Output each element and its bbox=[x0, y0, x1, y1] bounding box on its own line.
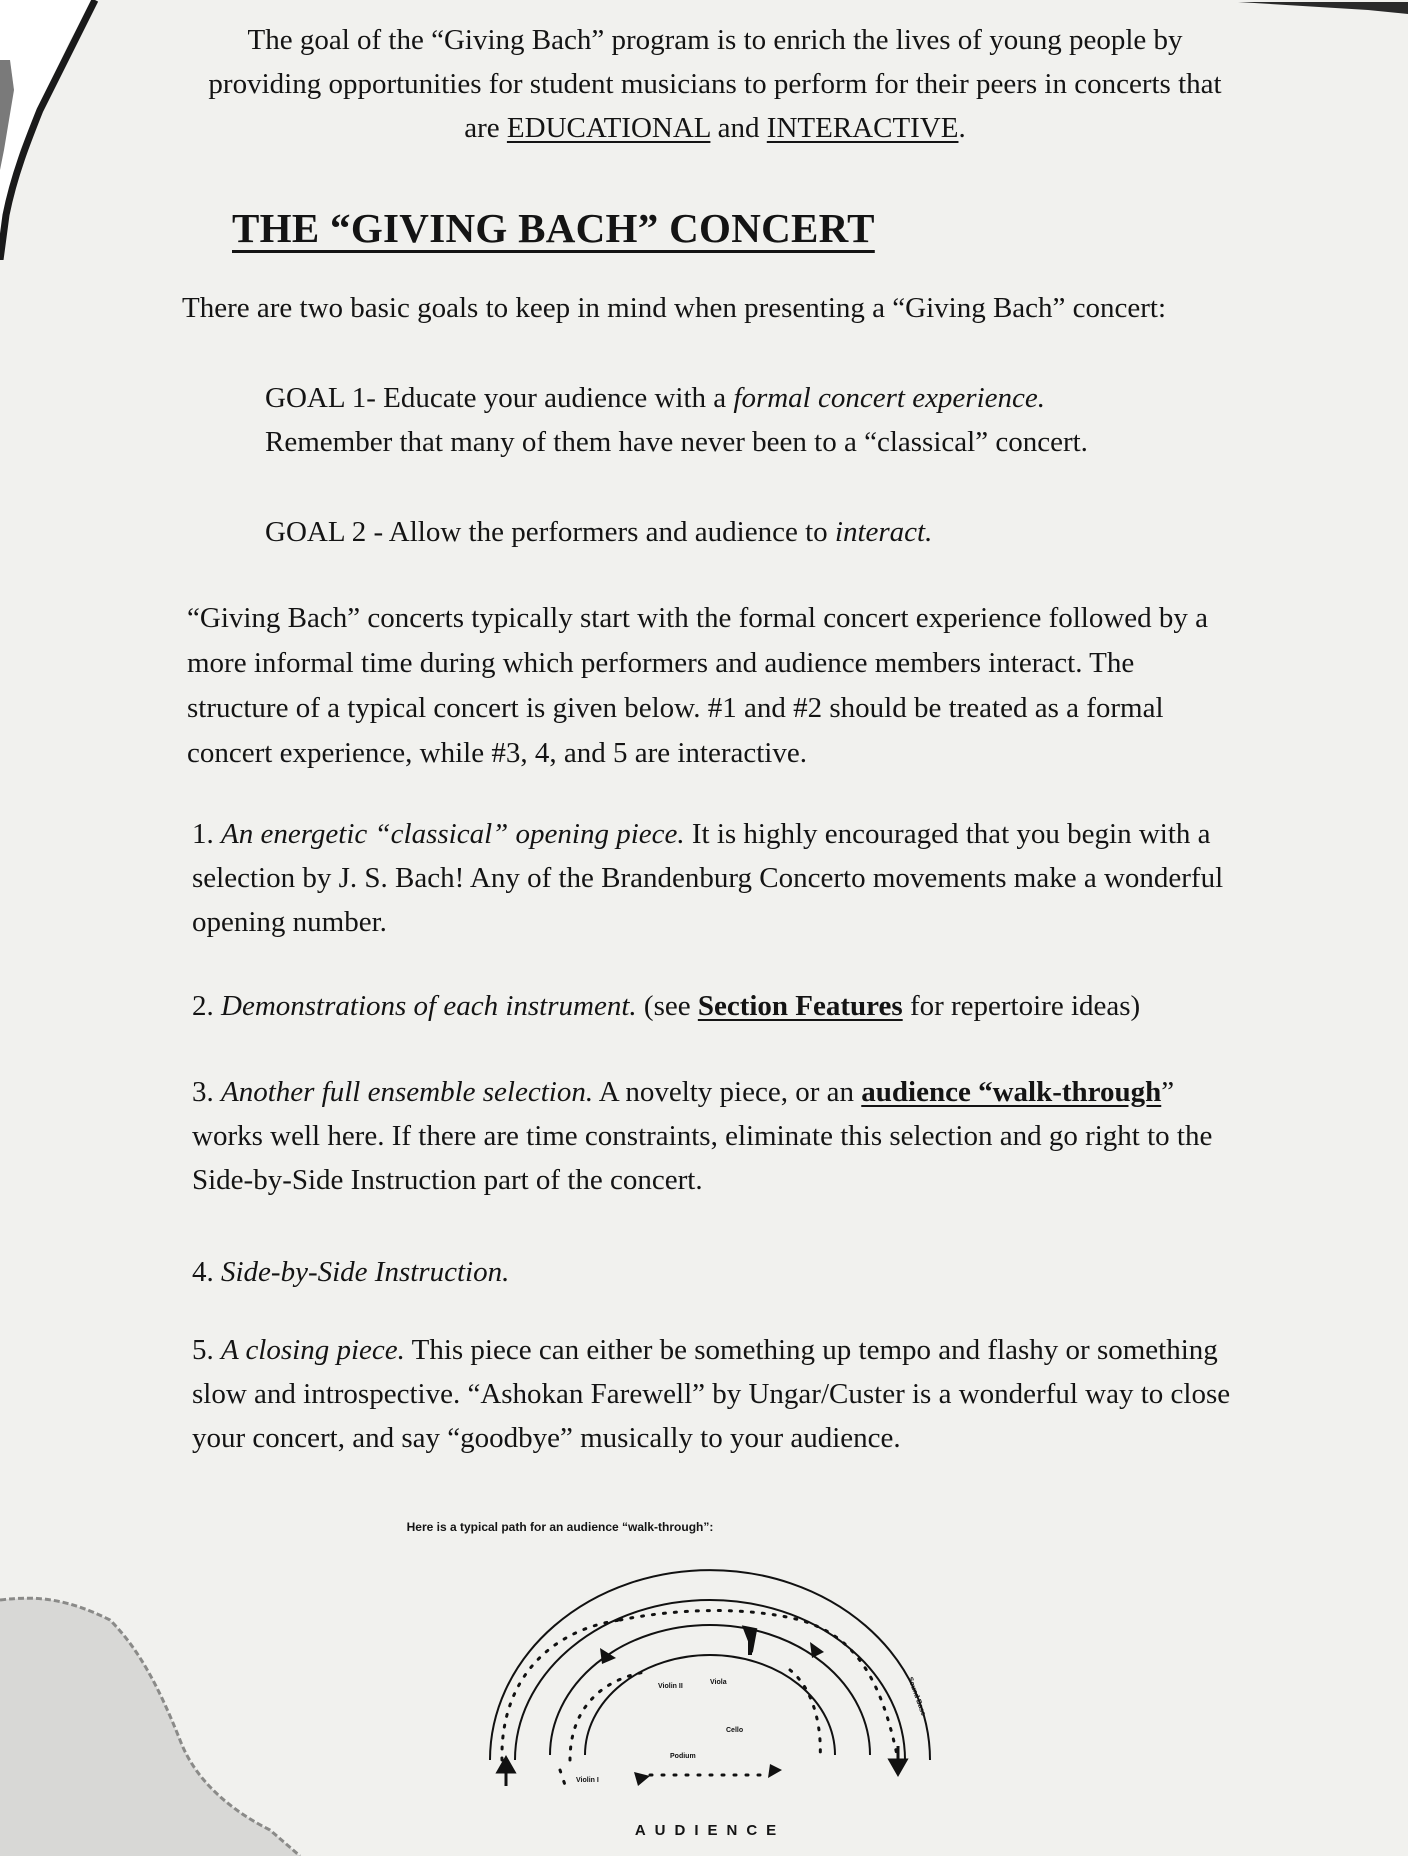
list-item-line bbox=[192, 1070, 1332, 1114]
item-title: An energetic “classical” opening piece. bbox=[221, 818, 685, 850]
violin-1-label: Violin I bbox=[576, 1777, 599, 1784]
item-text: It is highly encouraged that you begin with a bbox=[684, 818, 1211, 850]
arrow-icon bbox=[810, 1642, 824, 1658]
list-item-line bbox=[192, 812, 1332, 856]
goal-1-text: GOAL 1- Educate your audience with a bbox=[265, 382, 734, 414]
item-text: (see bbox=[636, 990, 698, 1022]
walk-path bbox=[502, 1611, 898, 1760]
scan-edge-shadow bbox=[0, 0, 130, 260]
item-title: Another full ensemble selection. bbox=[221, 1076, 594, 1108]
item-number: 3. bbox=[192, 1076, 221, 1108]
arrow-icon bbox=[745, 1628, 755, 1655]
item-number: 4. bbox=[192, 1256, 221, 1288]
audience-label: AUDIENCE bbox=[634, 1822, 786, 1839]
item-title: Demonstrations of each instrument. bbox=[221, 990, 637, 1022]
walk-path-inner bbox=[570, 1670, 820, 1760]
arrow-icon bbox=[890, 1746, 906, 1774]
arrow-icon bbox=[498, 1758, 514, 1786]
diagram-caption: Here is a typical path for an audience “walk-through”: bbox=[406, 1520, 714, 1534]
item-text: ” bbox=[1161, 1076, 1175, 1108]
list-item-3 bbox=[192, 1070, 1332, 1202]
third-arc bbox=[550, 1625, 870, 1755]
violin-2-label: Violin II bbox=[658, 1683, 683, 1690]
arrow-icon bbox=[634, 1772, 650, 1786]
structure-line: “Giving Bach” concerts typically start with the formal concert experience followed by a bbox=[187, 602, 1209, 634]
structure-paragraph bbox=[187, 596, 1317, 776]
goal-1-line-2: Remember that many of them have never been to a “classical” concert. bbox=[265, 426, 1088, 458]
goal-1-line bbox=[265, 376, 1408, 420]
list-item-line: opening number. bbox=[192, 906, 387, 938]
list-item-line: works well here. If there are time constraints, eliminate this selection and go right to the bbox=[192, 1120, 1213, 1152]
item-text: A novelty piece, or an bbox=[593, 1076, 862, 1108]
bass-label: Sound Bass bbox=[906, 1676, 927, 1717]
scan-corner-mark bbox=[1218, 0, 1408, 18]
structure-line: structure of a typical concert is given below. #1 and #2 should be treated as a formal bbox=[187, 692, 1164, 724]
section-features-link[interactable]: Section Features bbox=[697, 990, 903, 1022]
item-text: for repertoire ideas) bbox=[902, 990, 1141, 1022]
list-item-line: selection by J. S. Bach! Any of the Brandenburg Concerto movements make a wonderful bbox=[192, 862, 1224, 894]
outer-arc bbox=[490, 1570, 930, 1760]
list-item-line: Side-by-Side Instruction part of the concert. bbox=[192, 1164, 703, 1196]
intro-line: The goal of the “Giving Bach” program is to enrich the lives of young people by bbox=[247, 24, 1183, 56]
educational-term: EDUCATIONAL bbox=[506, 112, 711, 144]
goals-lead: There are two basic goals to keep in mind when presenting a “Giving Bach” concert: bbox=[182, 292, 1167, 324]
list-item-line: slow and introspective. “Ashokan Farewell” by Ungar/Custer is a wonderful way to close bbox=[192, 1378, 1231, 1410]
list-item-4 bbox=[192, 1250, 1332, 1294]
intro-paragraph bbox=[150, 18, 1280, 150]
goal-1 bbox=[265, 376, 1408, 464]
item-text: This piece can either be something up tempo and flashy or something bbox=[404, 1334, 1218, 1366]
list-item-1 bbox=[192, 812, 1332, 944]
structure-line: more informal time during which performers and audience members interact. The bbox=[187, 647, 1135, 679]
intro-line: providing opportunities for student musicians to perform for their peers in concerts that bbox=[208, 68, 1222, 100]
list-item-line bbox=[192, 1328, 1332, 1372]
goal-2-emphasis: interact. bbox=[834, 516, 933, 548]
interactive-term: INTERACTIVE bbox=[766, 112, 959, 144]
goal-2-text: GOAL 2 - Allow the performers and audience to bbox=[265, 516, 835, 548]
intro-line bbox=[150, 106, 1280, 150]
item-number: 2. bbox=[192, 990, 221, 1022]
structure-line: concert experience, while #3, 4, and 5 are interactive. bbox=[187, 737, 807, 769]
walk-through-diagram bbox=[470, 1560, 950, 1790]
item-number: 5. bbox=[192, 1334, 221, 1366]
list-item-line: your concert, and say “goodbye” musically to your audience. bbox=[192, 1422, 901, 1454]
inner-arc bbox=[585, 1655, 835, 1755]
goal-2 bbox=[265, 510, 1408, 554]
cello-label: Cello bbox=[726, 1727, 744, 1734]
arrow-icon bbox=[768, 1764, 782, 1778]
podium-label: Podium bbox=[670, 1753, 696, 1760]
scan-tear-edge bbox=[0, 1580, 340, 1856]
viola-label: Viola bbox=[710, 1679, 727, 1686]
item-title: Side-by-Side Instruction. bbox=[221, 1256, 510, 1288]
intro-text: . bbox=[958, 112, 966, 144]
list-item-2 bbox=[192, 984, 1332, 1028]
list-item-5 bbox=[192, 1328, 1332, 1460]
intro-text: and bbox=[710, 112, 767, 144]
item-number: 1. bbox=[192, 818, 221, 850]
item-title: A closing piece. bbox=[221, 1334, 405, 1366]
intro-text: are bbox=[464, 112, 507, 144]
page-title: THE “GIVING BACH” CONCERT bbox=[232, 205, 875, 251]
walk-through-link[interactable]: audience “walk-through bbox=[861, 1076, 1162, 1108]
goal-1-emphasis: formal concert experience. bbox=[733, 382, 1046, 414]
